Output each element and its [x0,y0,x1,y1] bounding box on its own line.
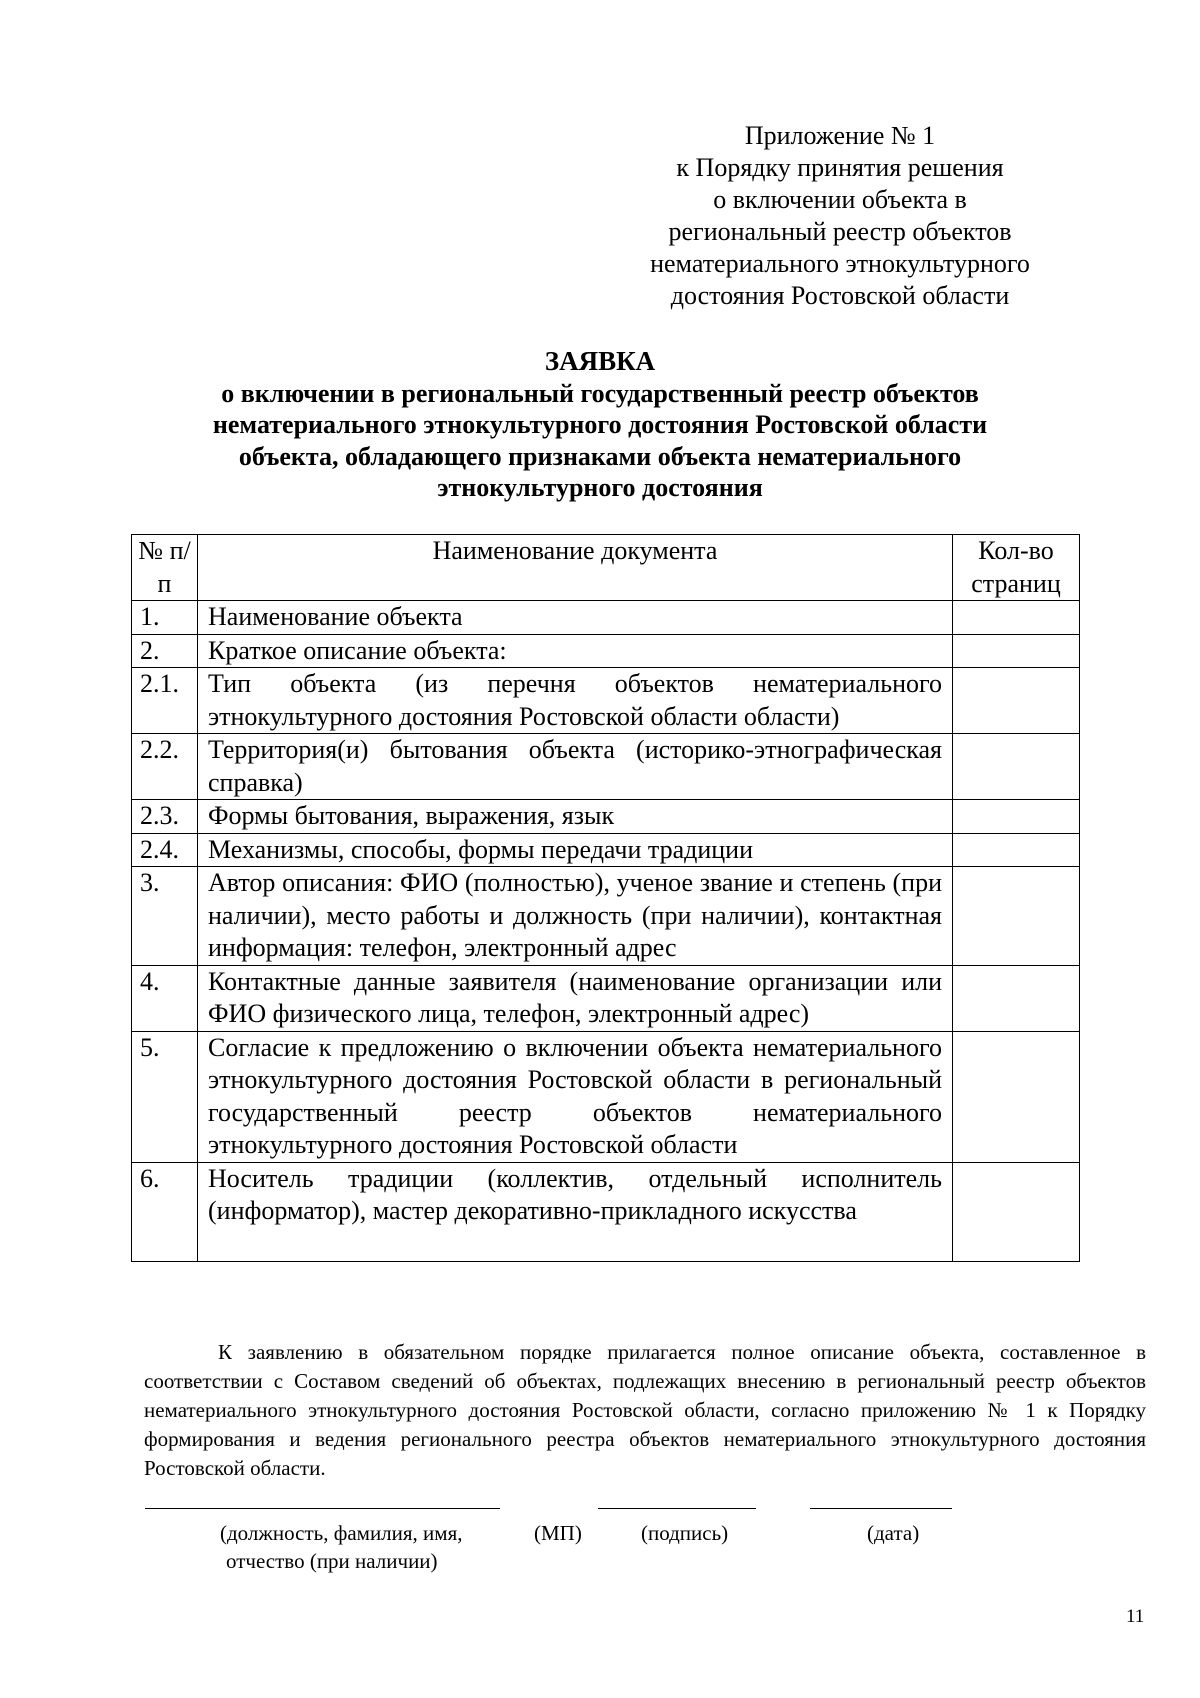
table-row [132,734,1080,800]
position-signature-line [145,1508,500,1509]
row-pages [953,1162,1080,1261]
signature-caption: (подпись) [641,1521,729,1545]
appendix-line: к Порядку принятия решения [676,153,1004,182]
row-pages [953,734,1080,800]
stamp-caption: (МП) [534,1521,582,1545]
position-caption: (должность, фамилия, имя, [220,1521,463,1545]
appendix-line: нематериального этнокультурного [650,249,1030,278]
row-name: Краткое описание объекта: [198,634,953,668]
title-main: ЗАЯВКА [544,346,656,376]
attachment-note [144,1338,1146,1483]
row-name: Контактные данные заявителя (наименование организации или ФИО физического лица, телефон, электронный адрес) [198,965,953,1031]
table-row [132,601,1080,635]
row-name: Тип объекта (из перечня объектов нематериального этнокультурного достояния Ростовской области области) [198,668,953,734]
row-pages [953,965,1080,1031]
row-name: Автор описания: ФИО (полностью), ученое звание и степень (при наличии), место работы и должность (при наличии), контактная информация: телефон, электронный адрес [198,867,953,966]
row-num: 5. [132,1031,198,1162]
title-line: о включении в региональный государственный реестр объектов [221,378,979,408]
signature-line [598,1508,756,1509]
row-num: 1. [132,601,198,635]
page-number: 11 [1126,1606,1145,1627]
appendix-line: о включении объекта в [713,185,967,214]
header-num: № п/п [132,535,198,601]
row-name: Территория(и) бытования объекта (историко-этнографическая справка) [198,734,953,800]
documents-table [131,534,1080,1262]
date-caption: (дата) [867,1521,920,1545]
title-line: нематериального этнокультурного достояния Ростовской области [212,410,988,439]
row-pages [953,800,1080,834]
row-name: Носитель традиции (коллектив, отдельный исполнитель (информатор), мастер декоративно-прикладного искусства [198,1162,953,1261]
row-name: Механизмы, способы, формы передачи традиции [198,833,953,867]
date-line [810,1508,952,1509]
appendix-header [620,120,1060,312]
row-num: 2.4. [132,833,198,867]
document-title [180,346,1020,504]
table-row [132,668,1080,734]
row-pages [953,668,1080,734]
table-row [132,634,1080,668]
header-name: Наименование документа [198,535,953,601]
row-pages [953,867,1080,966]
row-num: 2. [132,634,198,668]
row-num: 6. [132,1162,198,1261]
row-pages [953,1031,1080,1162]
table-row [132,1031,1080,1162]
row-name: Наименование объекта [198,601,953,635]
table-row [132,965,1080,1031]
row-name: Формы бытования, выражения, язык [198,800,953,834]
row-num: 2.1. [132,668,198,734]
table-row [132,833,1080,867]
table-row [132,800,1080,834]
table-header-row [132,535,1080,601]
appendix-line: Приложение № 1 [744,121,936,150]
row-pages [953,601,1080,635]
row-num: 4. [132,965,198,1031]
title-line: объекта, обладающего признаками объекта нематериального [238,441,962,471]
row-pages [953,833,1080,867]
table-row [132,867,1080,966]
row-num: 2.3. [132,800,198,834]
appendix-line: региональный реестр объектов [668,217,1012,246]
position-caption: отчество (при наличии) [226,1549,438,1573]
appendix-line: достояния Ростовской области [670,281,1010,310]
row-num: 2.2. [132,734,198,800]
header-pages: Кол-во страниц [953,535,1080,601]
note-text: К заявлению в обязательном порядке прилагается полное описание объекта, составленное в соответствии с Составом сведений об объектах, подлежащих внесению в региональный реестр объектов нематериального этнокультурного достояния Ростовской области, согласно приложению № 1 к Порядку формирования и ведения регионального реестра объектов нематериального этнокультурного достояния Ростовской области. [144,1340,1146,1480]
table-row [132,1162,1080,1261]
row-pages [953,634,1080,668]
title-line: этнокультурного достояния [437,473,763,502]
row-num: 3. [132,867,198,966]
row-name: Согласие к предложению о включении объекта нематериального этнокультурного достояния Ростовской области в региональный государственный реестр объектов нематериального этнокультурного достояния Ростовской области [198,1031,953,1162]
